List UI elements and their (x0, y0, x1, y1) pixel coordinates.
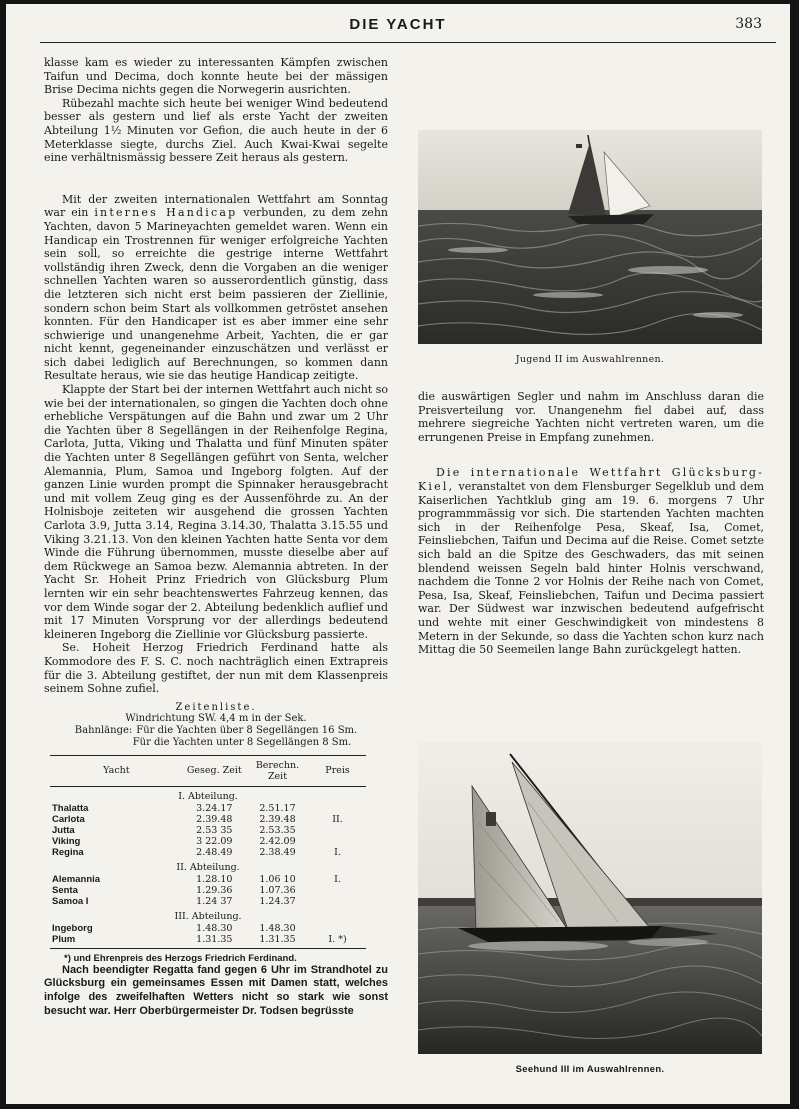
table-row (50, 847, 366, 858)
cell-berechn: 2.38.49 (259, 846, 296, 858)
wind-info: Windrichtung SW. 4,4 m in der Sek. (125, 712, 307, 724)
table-row (50, 825, 366, 836)
cell-preis (309, 896, 366, 907)
cell-berechn: 1.24.37 (259, 895, 296, 907)
cell-preis (309, 825, 366, 836)
cell-yacht: Carlota (52, 813, 85, 825)
cell-geseg: 1.31.35 (183, 934, 246, 949)
cell-preis (309, 803, 366, 814)
cell-yacht: Viking (52, 835, 81, 847)
cell-geseg: 1.24 37 (196, 895, 233, 907)
col-yacht: Yacht (50, 755, 183, 786)
cell-berechn: 2.53.35 (259, 824, 296, 836)
course-over: Für die Yachten über 8 Segellängen 16 Sm. (136, 724, 358, 736)
cell-yacht: Ingeborg (52, 922, 93, 934)
cell-preis (309, 923, 366, 934)
cell-geseg: 2.48.49 (196, 846, 233, 858)
course-label: Bahnlänge: (74, 724, 133, 736)
cell-yacht: Thalatta (52, 802, 89, 814)
paragraph: Mit der zweiten internationalen Wettfahrt am Sonntag war ein internes Handicap verbunden, zu dem zehn Yachten, davon 5 Marineyachten gemeldet waren. Wenn ein Handicap ein Trostrennen für weniger erfolgreiche Yachten sein soll, so erreichte die gestrige interne Wettfahrt vollständig ihren Zweck, denn die Vorgaben an die weniger schnellen Yachten waren so ausserordentlich günstig, dass die letzteren sich nicht erst beim passieren der Ziellinie, sondern schon beim Start als vollkommen getröstet ansehen konnten. Für den Handicaper ist es aber immer eine sehr schwierige und unangenehme Arbeit, Yachten, die er gar nicht kennt, gegeneinander einzuschätzen und verlässt er sich dabei lediglich auf Berechnungen, so kommen dann Resultate heraus, wie sie das heutige Handicap zeitigte. (44, 192, 388, 383)
spaced-term: internes Handicap (94, 206, 238, 220)
cell-preis (309, 885, 366, 896)
paragraph: klasse kam es wieder zu interessanten Kämpfen zwischen Taifun und Decima, doch konnte heute bei der mässigen Brise Decima nichts gegen die Norwegerin ausrichten. (44, 56, 388, 97)
spaced-term: Die internationale Wettfahrt Glücksburg-Kiel, (418, 466, 764, 493)
table-section-heading: II. Abteilung. (176, 861, 240, 873)
cell-geseg: 1.48.30 (196, 922, 233, 934)
cell-berechn: 1.06 10 (259, 873, 296, 885)
cell-yacht: Plum (50, 934, 183, 949)
header-rule (40, 42, 776, 43)
paragraph: Die internationale Wettfahrt Glücksburg-Kiel, veranstaltet von dem Flensburger Segelklub und dem Kaiserlichen Yachtklub ging am 19. 6. morgens 7 Uhr programmmässig vor sich. Die startenden Yachten machten sich in der Reihenfolge Pesa, Skeaf, Isa, Comet, Feinsliebchen, Taifun und Decima auf die Reise. Comet setzte sich bald an die Spitze des Geschwaders, das mit seinen blendend weissen Segeln bald hinter Holnis verschwand, nachdem die Tonne 2 vor Holnis der Reihe nach von Comet, Pesa, Isa, Skeaf, Feinsliebchen, Taifun und Decima passiert war. Der Südwest war inzwischen bedeutend aufgefrischt und wehte mit einer Geschwindigkeit von mindestens 8 Metern in der Sekunde, so dass die Yachten schon kurz nach Mittag die 50 Seemeilen lange Bahn zurückgelegt hatten. (418, 466, 764, 657)
col-geseg: Geseg. Zeit (183, 755, 246, 786)
cell-preis: I. (334, 873, 341, 885)
cell-berechn: 1.48.30 (259, 922, 296, 934)
cell-geseg: 1.28.10 (196, 873, 233, 885)
table-row (50, 814, 366, 825)
table-row (50, 836, 366, 847)
cell-yacht: Regina (52, 846, 84, 858)
photo-seehund-iii (418, 742, 762, 1054)
table-row (50, 923, 366, 934)
table-row (50, 934, 366, 949)
left-column (44, 56, 388, 1018)
table-section-heading: III. Abteilung. (174, 910, 242, 922)
cell-berechn: 1.07.36 (259, 884, 296, 896)
cell-berechn: 1.31.35 (246, 934, 309, 949)
results-table (50, 755, 366, 949)
cell-preis: II. (332, 813, 343, 825)
running-header: DIE YACHT (349, 16, 447, 33)
cell-geseg: 1.29.36 (196, 884, 233, 896)
paragraph: die auswärtigen Segler und nahm im Anschluss daran die Preisverteilung vor. Unangenehm fiel dabei auf, dass mehrere siegreiche Yachten nicht vertreten waren, um die errungenen Preise in Empfang zunehmen. (418, 390, 764, 444)
cell-preis: I. *) (309, 934, 366, 949)
cell-berechn: 2.42.09 (259, 835, 296, 847)
photo-caption: Seehund III im Auswahlrennen. (515, 1064, 665, 1075)
cell-yacht: Jutta (52, 824, 75, 836)
paragraph: Rübezahl machte sich heute bei weniger Wind bedeutend besser als gestern und lief als erste Yacht der zweiten Abteilung 1½ Minuten vor Gefion, die auch heute in der 6 Meterklasse siegte, durchs Ziel. Auch Kwai-Kwai segelte eine verhältnismässig bessere Zeit heraus als gestern. (44, 96, 388, 165)
photo-jugend-ii (418, 130, 762, 344)
photo-caption: Jugend II im Auswahlrennen. (515, 354, 665, 365)
paragraph: Se. Hoheit Herzog Friedrich Ferdinand hatte als Kommodore des F. S. C. noch nachträglich einen Extrapreis für die 3. Abteilung gestiftet, der nun mit dem Klassenpreis seinem Sohne zufiel. (44, 641, 388, 696)
table-title: Zeitenliste. (175, 701, 257, 713)
table-meta (44, 713, 388, 749)
cell-geseg: 3.24.17 (196, 802, 233, 814)
cell-preis (309, 836, 366, 847)
cell-geseg: 2.53 35 (196, 824, 233, 836)
cell-geseg: 2.39.48 (196, 813, 233, 825)
cell-geseg: 3 22.09 (196, 835, 233, 847)
cell-berechn: 2.51.17 (259, 802, 296, 814)
cell-yacht: Alemannia (52, 873, 101, 885)
cell-yacht: Samoa I (52, 895, 89, 907)
table-row (50, 896, 366, 907)
table-row (50, 885, 366, 896)
col-preis: Preis (309, 755, 366, 786)
right-column (418, 390, 764, 657)
table-section-heading: I. Abteilung. (178, 790, 238, 802)
table-row (50, 803, 366, 814)
paragraph: Klappte der Start bei der internen Wettfahrt auch nicht so wie bei der internationalen, so gingen die Yachten doch ohne erhebliche Verspätungen auf die Bahn und zwar um 2 Uhr die Yachten über 8 Segellängen in der Reihenfolge Regina, Carlota, Jutta, Viking und Thalatta und fünf Minuten später die Yachten unter 8 Segellängen geführt von Senta, welcher Alemannia, Plum, Samoa und Ingeborg folgten. Auf der ganzen Linie wurden prompt die Spinnaker herausgebracht und mit vollem Zeug ging es der Aussenföhrde zu. An der Holnisboje zeiteten wir ausgehend die grossen Yachten Carlota 3.9, Jutta 3.14, Regina 3.14.30, Thalatta 3.15.55 und Viking 3.21.13. Von den kleinen Yachten hatte Senta vor dem Winde die Führung übernommen, musste dieselbe aber auf dem Rückwege an Samoa bezw. Alemannia abtreten. In der Yacht Sr. Hoheit Prinz Friedrich von Glücksburg Plum lernten wir ein sehr beachtenswertes Fahrzeug kennen, das vor dem Winde sogar der 2. Abteilung bedenklich auflief und mit 17 Minuten Vorsprung vor der allerdings bedeutend kleineren Ingeborg die Ziellinie vor Glücksburg passierte. (44, 383, 388, 641)
table-footnote: *) und Ehrenpreis des Herzogs Friedrich Ferdinand. (64, 952, 297, 964)
course-under: Für die Yachten unter 8 Segellängen 8 Sm. (132, 736, 352, 748)
col-berechn: Berechn. Zeit (246, 755, 309, 786)
cell-yacht: Senta (52, 884, 78, 896)
cell-berechn: 2.39.48 (259, 813, 296, 825)
page-number: 383 (735, 16, 762, 32)
paragraph: Nach beendigter Regatta fand gegen 6 Uhr im Strandhotel zu Glücksburg ein gemeinsames Essen mit Damen statt, welches infolge des zweifelhaften Wetters nicht so stark wie sonst besucht war. Herr Oberbürgermeister Dr. Todsen begrüsste (44, 963, 388, 1017)
cell-preis: I. (334, 846, 341, 858)
magazine-page (6, 4, 790, 1104)
table-row (50, 874, 366, 885)
